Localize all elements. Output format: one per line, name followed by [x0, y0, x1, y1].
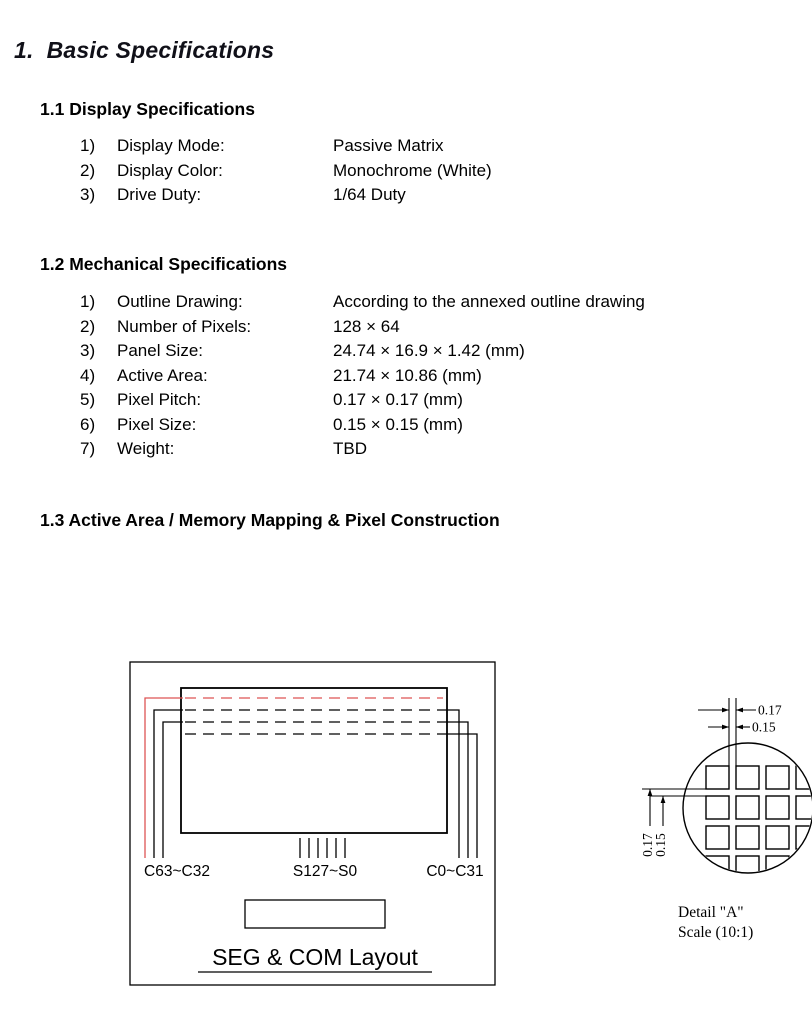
spec-row: [80, 339, 760, 364]
page-title-number: 1.: [14, 37, 34, 63]
spec-label: Pixel Size:: [117, 414, 197, 434]
spec-num: 3): [80, 185, 96, 205]
spec-label: Display Mode:: [117, 136, 225, 156]
spec-label: Active Area:: [117, 365, 208, 385]
dim-pitch-horizontal: 0.17: [758, 702, 782, 718]
label-com-left: C63~C32: [144, 863, 210, 880]
dimension-top: [698, 698, 782, 766]
dim-size-horizontal: 0.15: [752, 719, 776, 735]
spec-row: [80, 290, 760, 315]
section-heading-mechanical-specs: 1.2 Mechanical Specifications: [40, 254, 288, 274]
com-routing-right: [443, 710, 477, 858]
page-title-text: Basic Specifications: [46, 37, 275, 63]
spec-value: 128 × 64: [333, 316, 400, 336]
detail-a-scale: Scale (10:1): [678, 924, 754, 941]
page-title: [14, 37, 274, 64]
seg-pins-center: [300, 838, 345, 858]
connector-rect: [245, 900, 385, 928]
spec-row: [80, 315, 760, 340]
spec-label: Number of Pixels:: [117, 316, 252, 336]
dim-pitch-vertical: 0.17: [640, 833, 655, 857]
label-seg-center: S127~S0: [292, 863, 358, 880]
spec-label: Outline Drawing:: [117, 292, 243, 312]
spec-num: 2): [80, 160, 96, 180]
detail-a-diagram: [620, 688, 812, 953]
pixel-grid: [706, 766, 812, 879]
spec-row: [80, 159, 760, 184]
spec-num: 1): [80, 292, 96, 312]
spec-row: [80, 183, 760, 208]
spec-label: Panel Size:: [117, 341, 203, 361]
spec-label: Drive Duty:: [117, 185, 202, 205]
spec-row: [80, 413, 760, 438]
label-com-right: C0~C31: [426, 863, 484, 880]
spec-value: Monochrome (White): [333, 160, 492, 180]
display-spec-list: [80, 134, 760, 208]
spec-label: Pixel Pitch:: [117, 390, 202, 410]
spec-value: 1/64 Duty: [333, 185, 406, 205]
spec-row: [80, 364, 760, 389]
section-heading-mapping: 1.3 Active Area / Memory Mapping & Pixel Construction: [40, 510, 500, 530]
spec-value: Passive Matrix: [333, 136, 444, 156]
spec-label: Weight:: [117, 439, 175, 459]
spec-num: 1): [80, 136, 96, 156]
spec-row: [80, 134, 760, 159]
dim-size-vertical: 0.15: [653, 833, 668, 857]
spec-value: 21.74 × 10.86 (mm): [333, 365, 482, 385]
spec-row: [80, 388, 760, 413]
row-traces-dashed: [185, 698, 443, 734]
section-heading-display-specs: 1.1 Display Specifications: [40, 99, 255, 119]
spec-num: 7): [80, 439, 96, 459]
spec-value: TBD: [333, 439, 367, 459]
mechanical-spec-list: [80, 290, 760, 462]
spec-value: 24.74 × 16.9 × 1.42 (mm): [333, 341, 525, 361]
detail-circle: [683, 743, 812, 873]
spec-value: 0.17 × 0.17 (mm): [333, 390, 463, 410]
spec-num: 5): [80, 390, 96, 410]
com-routing-left: [145, 698, 183, 858]
spec-label: Display Color:: [117, 160, 223, 180]
detail-a-title: Detail "A": [678, 904, 744, 921]
seg-com-layout-diagram: [125, 655, 505, 988]
spec-num: 2): [80, 316, 96, 336]
spec-num: 3): [80, 341, 96, 361]
spec-num: 4): [80, 365, 96, 385]
spec-row: [80, 437, 760, 462]
spec-value: 0.15 × 0.15 (mm): [333, 414, 463, 434]
diagram-caption: SEG & COM Layout: [212, 944, 418, 970]
spec-num: 6): [80, 414, 96, 434]
spec-value: According to the annexed outline drawing: [333, 292, 645, 312]
